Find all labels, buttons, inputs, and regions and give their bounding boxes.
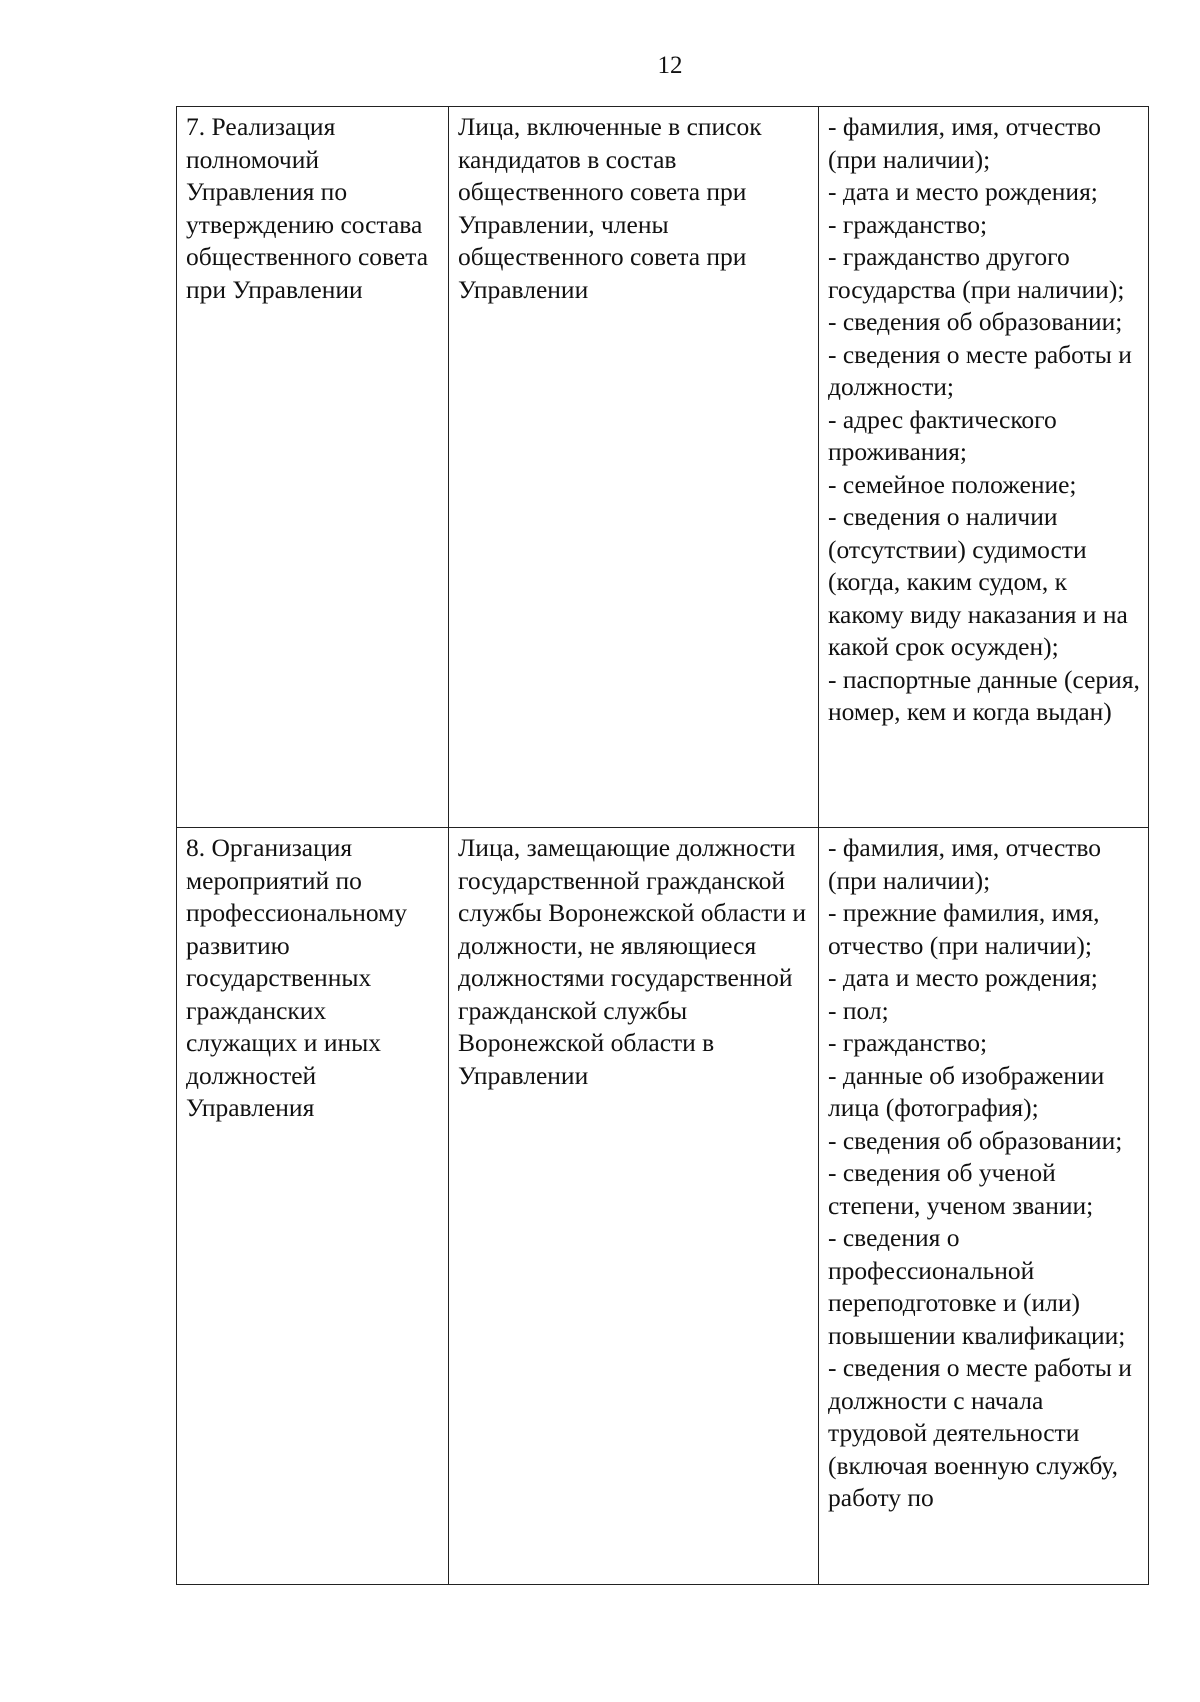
purpose-cell: 8. Организация мероприятий по профессиональному развитию государственных гражданских служащих и иных должностей Управления [177, 828, 449, 1585]
list-item: - сведения о месте работы и должности; [828, 339, 1132, 401]
data-list-cell [819, 828, 1149, 1585]
list-item: - данные об изображении лица (фотография); [828, 1060, 1105, 1122]
list-item: - гражданство; [828, 1028, 988, 1057]
personal-data-table [176, 106, 1149, 1585]
table-row [177, 828, 1149, 1585]
list-item: - гражданство другого государства (при наличии); [828, 242, 1125, 304]
list-item: - пол; [828, 995, 889, 1025]
list-item: - сведения о профессиональной переподготовке и (или) повышении квалификации; [828, 1223, 1126, 1350]
data-list [828, 111, 1142, 729]
list-item: - сведения о месте работы и должности с начала трудовой деятельности (включая военную службу, работу по [828, 1353, 1132, 1512]
list-item: - фамилия, имя, отчество (при наличии); [828, 833, 1102, 895]
list-item: - адрес фактического проживания; [828, 404, 1057, 466]
list-item: - фамилия, имя, отчество (при наличии); [828, 112, 1102, 174]
list-item: - паспортные данные (серия, номер, кем и когда выдан) [828, 664, 1140, 726]
data-list [828, 832, 1142, 1515]
table-row [177, 107, 1149, 828]
list-item: - сведения о наличии (отсутствии) судимости (когда, каким судом, к какому виду наказания и на какой срок осужден); [828, 502, 1128, 661]
list-item: - сведения об ученой степени, ученом звании; [828, 1158, 1094, 1220]
purpose-cell: 7. Реализация полномочий Управления по утверждению состава общественного совета при Управлении [177, 107, 449, 828]
list-item: - прежние фамилия, имя, отчество (при наличии); [828, 898, 1100, 960]
subjects-cell: Лица, замещающие должности государственной гражданской службы Воронежской области и должности, не являющиеся должностями государственной гражданской службы Воронежской области в Управлении [449, 828, 819, 1585]
subjects-cell: Лица, включенные в список кандидатов в состав общественного совета при Управлении, члены общественного совета при Управлении [449, 107, 819, 828]
list-item: - дата и место рождения; [828, 177, 1098, 206]
list-item: - семейное положение; [828, 469, 1077, 499]
list-item: - сведения об образовании; [828, 307, 1123, 336]
list-item: - дата и место рождения; [828, 963, 1098, 992]
data-list-cell [819, 107, 1149, 828]
list-item: - гражданство; [828, 209, 988, 239]
page-number: 12 [657, 52, 683, 79]
list-item: - сведения об образовании; [828, 1125, 1123, 1155]
